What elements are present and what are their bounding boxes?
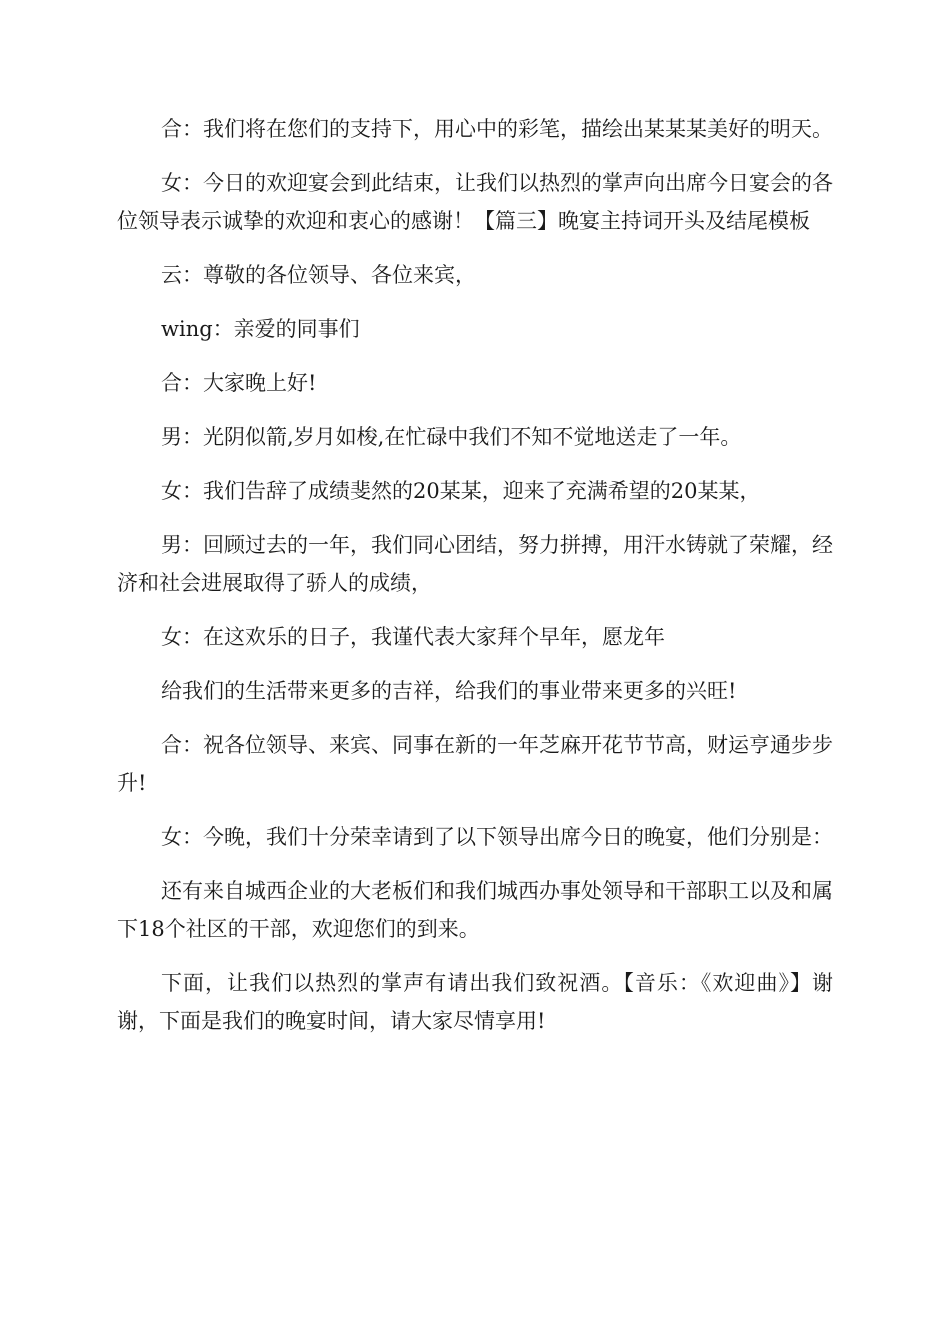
- paragraph: 女：我们告辞了成绩斐然的20某某，迎来了充满希望的20某某，: [161, 479, 761, 503]
- paragraph: 合：祝各位领导、来宾、同事在新的一年芝麻开花节节高，财运亨通步步升!: [117, 733, 833, 795]
- paragraph: 女：今晚，我们十分荣幸请到了以下领导出席今日的晚宴，他们分别是：: [161, 825, 833, 849]
- paragraph: 合：大家晚上好!: [161, 371, 317, 395]
- paragraph: 给我们的生活带来更多的吉祥，给我们的事业带来更多的兴旺!: [161, 679, 737, 703]
- paragraph: 下面，让我们以热烈的掌声有请出我们致祝酒。【音乐：《欢迎曲》】谢谢，下面是我们的晚宴时间，请大家尽情享用!: [117, 971, 833, 1033]
- document-body: [117, 110, 833, 1056]
- paragraph: 云：尊敬的各位领导、各位来宾，: [161, 263, 476, 287]
- paragraph: 女：今日的欢迎宴会到此结束，让我们以热烈的掌声向出席今日宴会的各位领导表示诚挚的欢迎和衷心的感谢！【篇三】晚宴主持词开头及结尾模板: [117, 171, 833, 233]
- paragraph: 男：光阴似箭,岁月如梭,在忙碌中我们不知不觉地送走了一年。: [161, 425, 742, 449]
- paragraph: wing：亲爱的同事们: [161, 317, 360, 341]
- paragraph: 合：我们将在您们的支持下，用心中的彩笔，描绘出某某某美好的明天。: [161, 117, 833, 141]
- paragraph: 男：回顾过去的一年，我们同心团结，努力拼搏，用汗水铸就了荣耀，经济和社会进展取得了骄人的成绩，: [117, 533, 833, 595]
- paragraph: 还有来自城西企业的大老板们和我们城西办事处领导和干部职工以及和属下18个社区的干部，欢迎您们的到来。: [117, 879, 833, 941]
- paragraph: 女：在这欢乐的日子，我谨代表大家拜个早年，愿龙年: [161, 625, 665, 649]
